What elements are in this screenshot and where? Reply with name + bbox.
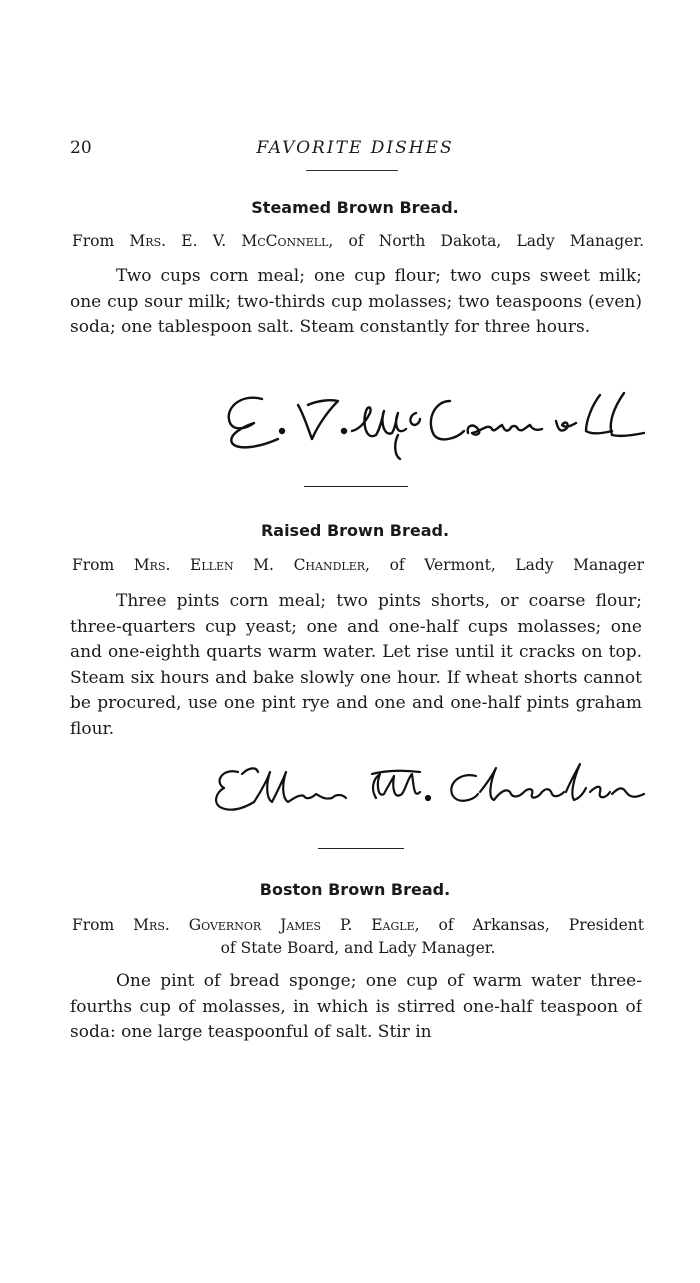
page-number: 20 bbox=[70, 138, 92, 158]
recipe-attribution: From Mrs. E. V. McConnell, of North Dakota, Lady Manager. bbox=[72, 232, 644, 250]
header-rule bbox=[306, 170, 398, 171]
recipe-attribution-continued: of State Board, and Lady Manager. bbox=[220, 939, 496, 957]
recipe-body: One pint of bread sponge; one cup of warm water three-fourths cup of molasses, in which is stirred one-half teaspoon of soda: one large teaspoonful of salt. Stir in bbox=[70, 971, 642, 1043]
recipe-body: Three pints corn meal; two pints shorts, or coarse flour; three-quarters cup yeast; one and one-half cups molasses; one and one-eighth quarts warm water. Let rise until it cracks on top. Steam six hours and bake slowly one hour. If wheat shorts cannot be procured, use one pint rye and one and one-half pints graham flour. bbox=[70, 591, 642, 739]
signature-chandler bbox=[208, 758, 648, 818]
recipe-title: Raised Brown Bread. bbox=[260, 521, 450, 540]
section-divider bbox=[304, 486, 408, 487]
running-header bbox=[70, 138, 640, 162]
section-divider bbox=[318, 848, 404, 849]
recipe-attribution: From Mrs. Ellen M. Chandler, of Vermont, Lady Manager bbox=[72, 556, 644, 574]
signature-mcconnell bbox=[220, 385, 645, 460]
recipe-title: Boston Brown Bread. bbox=[259, 880, 451, 899]
recipe-body: Two cups corn meal; one cup flour; two cups sweet milk; one cup sour milk; two-thirds cup molasses; two teaspoons (even) soda; one tablespoon salt. Steam constantly for three hours. bbox=[70, 266, 642, 338]
recipe-attribution: From Mrs. Governor James P. Eagle, of Arkansas, President bbox=[72, 916, 645, 934]
running-title: FAVORITE DISHES bbox=[256, 138, 454, 158]
recipe-title: Steamed Brown Bread. bbox=[251, 198, 459, 217]
